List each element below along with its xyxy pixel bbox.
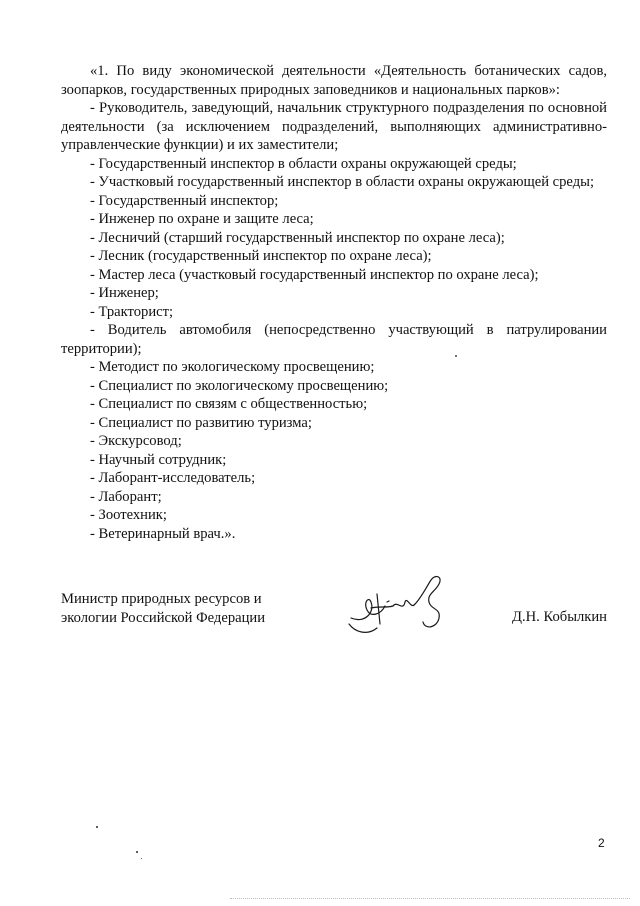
list-item: - Лесничий (старший государственный инспектор по охране леса); (90, 229, 505, 246)
list-item: - Специалист по экологическому просвещению; (90, 377, 389, 394)
scan-speck (136, 851, 138, 853)
opening-paragraph: «1. По виду экономической деятельности «Деятельность ботанических садов, зоопарков, государственных природных заповедников и национальных парков»: (61, 63, 607, 98)
list-item: - Специалист по связям с общественностью; (90, 396, 368, 412)
signatory-title (61, 590, 301, 627)
scan-speck (96, 826, 98, 828)
scan-speck (455, 355, 457, 357)
list-item: - Зоотехник; (90, 507, 167, 523)
list-item: - Участковый государственный инспектор в области охраны окружающей среды; (90, 174, 595, 190)
list-item: - Лесник (государственный инспектор по охране леса); (90, 248, 432, 264)
list-item: - Инженер; (90, 285, 159, 301)
list-item: - Государственный инспектор в области охраны окружающей среды; (90, 155, 517, 172)
list-item: - Лаборант-исследователь; (90, 470, 256, 486)
list-item: - Мастер леса (участковый государственный инспектор по охране леса); (90, 266, 539, 283)
list-item: - Водитель автомобиля (непосредственно участвующий в патрулировании территории); (61, 322, 607, 357)
signatory-title-line: Министр природных ресурсов и (61, 591, 262, 607)
signatory-name: Д.Н. Кобылкин (512, 609, 607, 625)
list-item: - Ветеринарный врач.». (90, 525, 236, 542)
list-item: - Инженер по охране и защите леса; (90, 211, 314, 227)
signatory-title-line: экологии Российской Федерации (61, 609, 266, 626)
scan-speck (141, 858, 142, 859)
list-item: - Тракторист; (90, 303, 174, 320)
page-number: 2 (598, 836, 605, 850)
list-item: - Экскурсовод; (90, 433, 182, 449)
list-item: - Специалист по развитию туризма; (90, 414, 312, 431)
list-item: - Государственный инспектор; (90, 192, 279, 209)
list-item: - Научный сотрудник; (90, 451, 227, 468)
signature-block (61, 590, 607, 650)
handwritten-signature (347, 572, 457, 642)
list-item: - Лаборант; (90, 488, 162, 505)
list-item: - Руководитель, заведующий, начальник структурного подразделения по основной деятельности (за исключением подразделений, выполняющих административно-управленческие функции) и их заместители; (61, 100, 607, 153)
document-body (61, 62, 607, 543)
list-item: - Методист по экологическому просвещению; (90, 359, 375, 375)
